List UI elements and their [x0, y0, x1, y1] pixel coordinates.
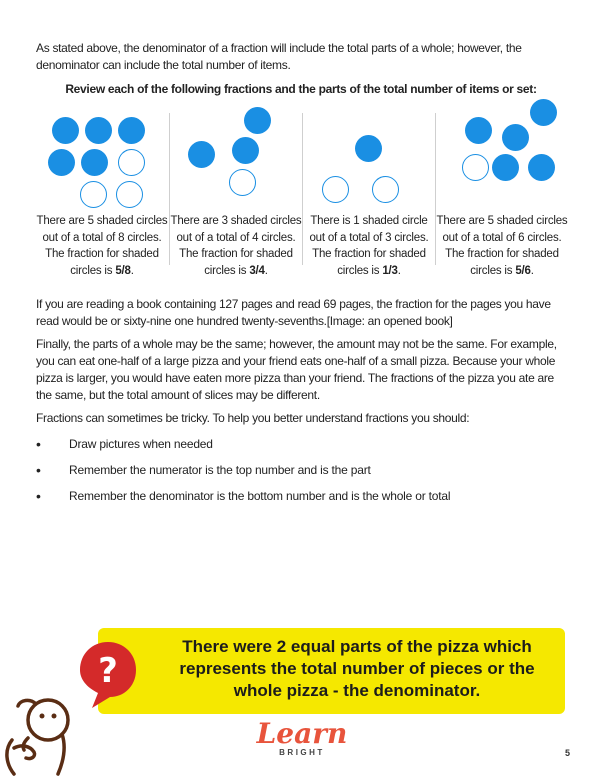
fraction-panel-2: [170, 105, 302, 285]
intro-paragraph: As stated above, the denominator of a fraction will include the total parts of a whole; however, the denominator can include the total number of items.: [36, 41, 522, 72]
bullet-icon: •: [36, 488, 41, 504]
unshaded-circle: [372, 176, 399, 203]
unshaded-circle: [229, 169, 256, 196]
shaded-circle: [530, 99, 557, 126]
question-mark: ?: [98, 651, 118, 691]
shaded-circle: [85, 117, 112, 144]
panel-caption: There are 5 shaded circles out of a total of 8 circles. The fraction for shaded circles is 5/8.: [36, 215, 168, 277]
panel-caption: There are 3 shaded circles out of a total of 4 circles. The fraction for shaded circles is 3/4.: [170, 215, 302, 277]
shaded-circle: [232, 137, 259, 164]
pizza-paragraph: Finally, the parts of a whole may be the same; however, the amount may not be the same. For example, you can eat one-half of a large pizza and your friend eats one-half of a small pizza. Because your whole pizza is larger, you would have eaten more pizza than your friend. The fractions of the pizza you ate are the same, but the total amount of slices may be different.: [36, 337, 557, 402]
shaded-circle: [188, 141, 215, 168]
unshaded-circle: [322, 176, 349, 203]
shaded-circle: [492, 154, 519, 181]
shaded-circle: [81, 149, 108, 176]
book-paragraph: If you are reading a book containing 127 pages and read 69 pages, the fraction for the pages you have read would be or sixty-nine one hundred twenty-sevenths.[Image: an opened book]: [36, 297, 551, 328]
unshaded-circle: [80, 181, 107, 208]
review-heading: Review each of the following fractions and the parts of the total number of items or set:: [65, 82, 537, 96]
logo-subtitle: BRIGHT: [279, 748, 325, 757]
fraction-panel-4: [436, 105, 568, 285]
unshaded-circle: [462, 154, 489, 181]
shaded-circle: [528, 154, 555, 181]
unshaded-circle: [116, 181, 143, 208]
shaded-circle: [465, 117, 492, 144]
learn-bright-logo: [248, 718, 356, 766]
shaded-circle: [48, 149, 75, 176]
shaded-circle: [52, 117, 79, 144]
fraction-panel-1: [36, 105, 168, 285]
callout-text: There were 2 equal parts of the pizza which represents the total number of pieces or the whole pizza - the denominator.: [179, 637, 535, 700]
panel-fraction: 5/6: [515, 264, 531, 277]
bullet-icon: •: [36, 436, 41, 452]
panel-caption: There are 5 shaded circles out of a total of 6 circles. The fraction for shaded circles is 5/6.: [436, 215, 568, 277]
bullet-icon: •: [36, 462, 41, 478]
fraction-panels: [36, 105, 566, 285]
panel-fraction: 5/8: [115, 264, 131, 277]
list-item: • Remember the denominator is the bottom number and is the whole or total: [36, 488, 451, 504]
fraction-panel-3: [303, 105, 435, 285]
list-item: • Remember the numerator is the top number and is the part: [36, 462, 371, 478]
shaded-circle: [244, 107, 271, 134]
shaded-circle: [355, 135, 382, 162]
thinking-character-icon: [0, 694, 100, 776]
panel-fraction: 1/3: [382, 264, 398, 277]
shaded-circle: [118, 117, 145, 144]
panel-fraction: 3/4: [249, 264, 265, 277]
callout-box: [98, 628, 565, 714]
shaded-circle: [502, 124, 529, 151]
unshaded-circle: [118, 149, 145, 176]
page-number: 5: [565, 748, 571, 758]
logo-wordmark: Learn: [256, 717, 348, 750]
panel-caption: There is 1 shaded circle out of a total of 3 circles. The fraction for shaded circles is 1/3.: [309, 215, 429, 277]
tricky-paragraph: Fractions can sometimes be tricky. To help you better understand fractions you should:: [36, 411, 470, 425]
list-item: • Draw pictures when needed: [36, 436, 213, 452]
